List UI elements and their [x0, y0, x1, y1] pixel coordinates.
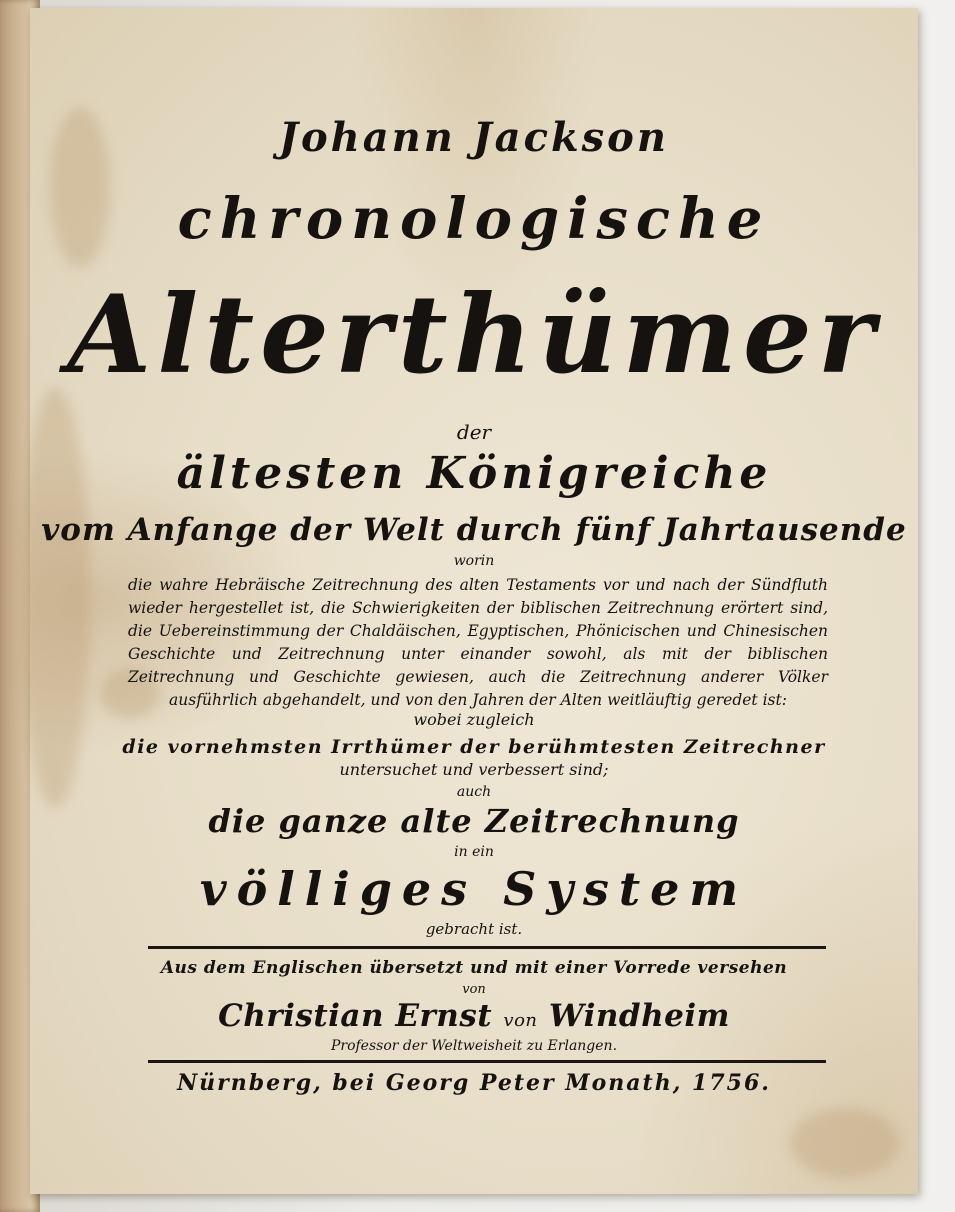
author-name: Johann Jackson — [279, 114, 669, 161]
system-line: völliges System — [199, 862, 749, 916]
gebracht-line: gebracht ist. — [425, 920, 523, 938]
translator-von: von — [503, 1010, 538, 1031]
auch-word: auch — [456, 784, 492, 800]
ganze-zeitrechnung: die ganze alte Zeitrechnung — [208, 802, 740, 840]
imprint-line: Nürnberg, bei Georg Peter Monath, 1756. — [177, 1070, 771, 1096]
translated-line: Aus dem Englischen übersetzt und mit einer Vorrede versehen — [160, 958, 788, 978]
divider-rule — [148, 946, 826, 949]
in-ein-line: in ein — [454, 844, 494, 860]
title-kingdoms: ältesten Königreiche — [176, 448, 772, 499]
irrthuemer-line: die vornehmsten Irrthümer der berühmtesten Zeitrechner — [122, 736, 826, 758]
description-paragraph: die wahre Hebräische Zeitrechnung des alten Testaments vor und nach der Sündfluth wieder hergestellet ist, die Schwierigkeiten der biblischen Zeitrechnung erörtert sind, die Uebereinstimmung der Chaldäischen, Egyptischen, Phönicischen und Chinesischen Geschichte und Zeitrechnung unter einander sowohl, als mit der biblischen Zeitrechnung und Geschichte gewiesen, auch die Zeitrechnung anderer Völker ausführlich abgehandelt, und von den Jahren der Alten weitläuftig geredet ist: — [128, 576, 828, 709]
untersuchet-line: untersuchet und verbessert sind; — [339, 760, 609, 779]
translator-last: Windheim — [548, 998, 730, 1034]
wobei-line: wobei zugleich — [413, 710, 535, 729]
translator-name — [30, 998, 918, 1034]
title-line-chronologische: chronologische — [177, 186, 771, 252]
translator-first: Christian Ernst — [218, 998, 493, 1034]
professor-line: Professor der Weltweisheit zu Erlangen. — [330, 1038, 618, 1054]
main-title: Alterthümer — [67, 272, 881, 398]
divider-rule — [148, 1060, 826, 1063]
worin-word: worin — [453, 553, 495, 569]
stain — [790, 1108, 900, 1178]
title-page — [30, 8, 918, 1194]
title-from-start: vom Anfange der Welt durch fünf Jahrtausende — [41, 512, 907, 548]
von-line: von — [462, 982, 486, 997]
title-der: der — [456, 420, 492, 444]
